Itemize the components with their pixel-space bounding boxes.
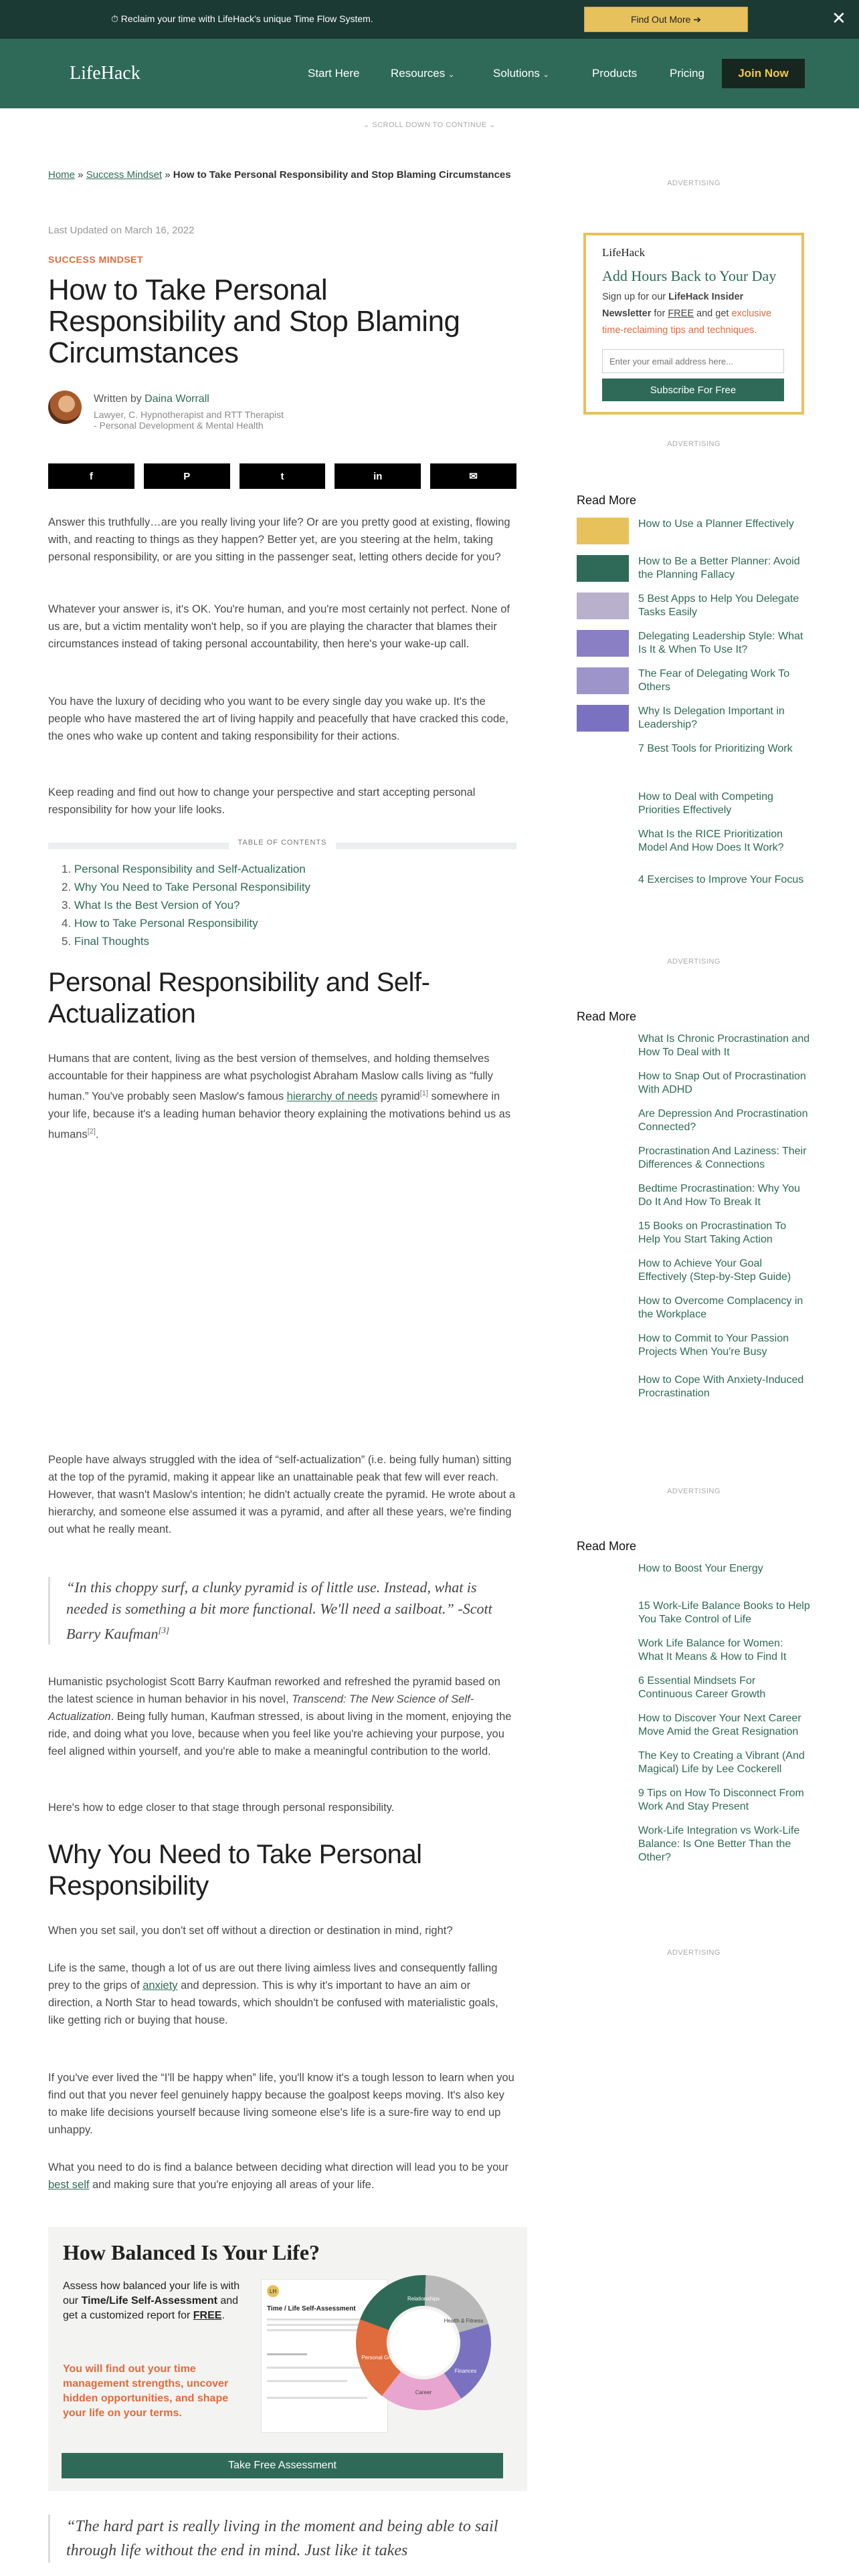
paragraph: Here's how to edge closer to that stage through personal responsibility. xyxy=(48,1802,395,1814)
avatar xyxy=(48,391,82,424)
email-field[interactable] xyxy=(602,349,784,373)
page-title: How to Take Personal Responsibility and Stop Blaming Circumstances xyxy=(48,274,460,369)
read-more-link: 15 Books on Procrastination To Help You Start Taking Action xyxy=(638,1220,787,1245)
text: and get a customized report for xyxy=(63,2295,239,2321)
share-bar xyxy=(48,463,516,489)
read-more-heading: Read More xyxy=(577,1010,637,1023)
linkedin-icon[interactable]: in xyxy=(335,463,421,489)
read-more-link: 6 Essential Mindsets For Continuous Career Growth xyxy=(638,1675,766,1700)
toc-item-label: What Is the Best Version of You? xyxy=(74,899,240,911)
preview-title: Time / Life Self-Assessment xyxy=(267,2305,356,2313)
read-more-link: What Is Chronic Procrastination and How To Deal with It xyxy=(638,1033,810,1058)
close-icon[interactable]: ✕ xyxy=(832,8,846,28)
toc-number: 3. xyxy=(62,899,74,911)
pull-quote xyxy=(48,1577,516,1644)
citation-1[interactable]: [1] xyxy=(419,1089,428,1097)
advertising-label: ADVERTISING xyxy=(667,1949,721,1957)
paragraph: When you set sail, you don't set off without a direction or destination in mind, right? xyxy=(48,1925,453,1937)
article-thumbnail xyxy=(577,630,629,657)
toc-item-label: Personal Responsibility and Self-Actualization xyxy=(74,863,306,875)
toc-item-label: How to Take Personal Responsibility xyxy=(74,917,258,930)
assessment-cta xyxy=(48,2227,527,2491)
text: . Being fully human, Kaufman stressed, is about living in the moment, enjoying the ride, and doing what you love, because when you feel like you're achieving your purpose, you feel aligned within yourself, and you're able to make a meaningful contribution to the world. xyxy=(48,1711,512,1757)
cta-heading: How Balanced Is Your Life? xyxy=(63,2240,320,2264)
paragraph: Whatever your answer is, it's OK. You're human, and you're most certainly not perfect. None of us are, but a victim mentality won't help, so if you are playing the character that blames their circumstances instead of taking personal accountability, then here's your wake-up call. xyxy=(48,603,510,650)
text: FREE xyxy=(668,308,694,319)
citation-2[interactable]: [2] xyxy=(87,1127,96,1136)
segment-label: Finances xyxy=(454,2368,477,2374)
citation-3[interactable]: [3] xyxy=(158,1625,170,1635)
text: and depression. This is why it's important to have an aim or direction, a North Star to head towards, which shouldn't be confused with materialistic goals, like getting rich or buying that house. xyxy=(48,1979,498,2026)
pull-quote: “The hard part is really living in the moment and being able to sail through life without the end in mind. Just like it takes xyxy=(48,2514,516,2563)
paragraph: You have the luxury of deciding who you want to be every single day you wake up. It's the people who have mastered the art of living happily and peacefully that have cracked this code, the ones who wake up content and taking responsibility for their actions. xyxy=(48,695,508,742)
read-more-link: How to Be a Better Planner: Avoid the Planning Fallacy xyxy=(638,556,800,580)
text: LifeHack Insider Newsletter xyxy=(602,292,744,319)
article xyxy=(48,167,516,2559)
find-out-more-button[interactable]: Find Out More ➔ xyxy=(584,7,748,32)
breadcrumb-separator: » xyxy=(75,169,86,181)
main-nav xyxy=(0,39,859,108)
read-more-link: What Is the RICE Prioritization Model And How Does It Work? xyxy=(638,829,784,853)
article-thumbnail xyxy=(577,705,629,732)
author-link[interactable]: Daina Worrall xyxy=(145,393,209,405)
toc-item[interactable] xyxy=(62,932,310,950)
toc-item[interactable] xyxy=(62,860,310,878)
toc-number: 4. xyxy=(62,917,74,930)
read-more-link: How to Discover Your Next Career Move Amid the Great Resignation xyxy=(638,1713,801,1737)
read-more-link: Work Life Balance for Women: What It Means & How to Find It xyxy=(638,1638,787,1662)
read-more-link: Are Depression And Procrastination Connected? xyxy=(638,1108,808,1133)
paragraph xyxy=(48,1959,516,2029)
text: You will find out xyxy=(63,2363,148,2375)
text: and get xyxy=(694,308,732,319)
hierarchy-of-needs-link[interactable]: hierarchy of needs xyxy=(286,1090,378,1103)
anxiety-link[interactable]: anxiety xyxy=(142,1979,178,1992)
nav-start-here[interactable]: Start Here xyxy=(308,67,360,80)
toc-item-label: Why You Need to Take Personal Responsibility xyxy=(74,881,311,893)
last-updated: Last Updated on March 16, 2022 xyxy=(48,225,195,236)
text: FREE xyxy=(193,2310,222,2321)
read-more-link: How to Cope With Anxiety-Induced Procrastination xyxy=(638,1374,804,1399)
breadcrumb-home[interactable]: Home xyxy=(48,169,76,181)
text: , uncover hidden opportunities, and shape your life on your terms. xyxy=(63,2378,229,2419)
article-thumbnail xyxy=(577,555,629,582)
twitter-icon[interactable]: t xyxy=(240,463,326,489)
paragraph: People have always struggled with the idea of “self-actualization” (i.e. being fully human) sitting at the top of the pyramid, making it appear like an unattainable peak that few will ever reach. However, that wasn't Maslow's intention; he didn't actually create the pyramid. He wrote about a hierarchy, and someone else assumed it was a pyramid, and after all these years, we're finding out what he really meant. xyxy=(48,1454,516,1535)
toc-item[interactable] xyxy=(62,878,310,896)
pinterest-icon[interactable]: P xyxy=(144,463,230,489)
nav-solutions-label: Solutions xyxy=(493,67,540,80)
read-more-link: Delegating Leadership Style: What Is It & When To Use It? xyxy=(638,631,803,655)
read-more-link: How to Achieve Your Goal Effectively (Step-by-Step Guide) xyxy=(638,1258,791,1283)
read-more-link: The Key to Creating a Vibrant (And Magical) Life by Lee Cockerell xyxy=(638,1750,805,1775)
text: somewhere in your life, because it's a leading human behavior theory explaining the motivations behind us as humans xyxy=(48,1090,511,1140)
scroll-note: ⌄ SCROLL DOWN TO CONTINUE ⌄ xyxy=(363,121,496,129)
read-more-link: How to Boost Your Energy xyxy=(638,1563,763,1574)
breadcrumb-current: How to Take Personal Responsibility and Stop Blaming Circumstances xyxy=(173,169,511,181)
read-more-link: How to Snap Out of Procrastination With ADHD xyxy=(638,1071,806,1095)
toc-number: 1. xyxy=(62,863,74,875)
text: . xyxy=(221,2310,225,2321)
text-line xyxy=(267,2353,307,2355)
nav-products[interactable]: Products xyxy=(592,67,638,80)
nav-resources[interactable] xyxy=(391,67,454,80)
chevron-down-icon: ⌄ xyxy=(543,71,549,79)
nav-pricing[interactable]: Pricing xyxy=(670,67,704,80)
text: What you need to do is find a balance between deciding what direction will lead you to be your xyxy=(48,2161,508,2173)
author-prefix: Written by xyxy=(94,393,145,405)
paragraph xyxy=(48,2159,516,2193)
book-title: Transcend: The New Science of Self-Actualization xyxy=(48,1693,474,1723)
text: Time/Life Self-Assessment xyxy=(81,2295,217,2306)
read-more-heading: Read More xyxy=(577,1539,637,1553)
advertising-label: ADVERTISING xyxy=(667,440,721,448)
article-thumbnail xyxy=(577,518,629,544)
newsletter-box xyxy=(583,233,804,415)
toc-title: TABLE OF CONTENTS xyxy=(237,839,327,847)
segment-label: Career xyxy=(415,2389,432,2395)
text: Humanistic psychologist Scott Barry Kaufman reworked and refreshed the pyramid based on the latest science in human behavior in his novel, xyxy=(48,1676,500,1705)
text: and making sure that you're enjoying all areas of your life. xyxy=(89,2179,375,2191)
cta-description xyxy=(63,2279,245,2323)
text: for xyxy=(651,308,668,319)
facebook-icon[interactable]: f xyxy=(48,463,134,489)
life-balance-wheel xyxy=(353,2272,494,2413)
breadcrumb-section[interactable]: Success Mindset xyxy=(86,169,163,181)
paragraph: Answer this truthfully…are you really living your life? Or are you pretty good at existing, flowing with, and reacting to things as they happen? Better yet, are you steering at the helm, taking personal responsibility, or are you sitting in the passenger seat, letting others decide for you? xyxy=(48,516,510,563)
quote-text: “In this choppy surf, a clunky pyramid is of little use. Instead, what is needed is something a bit more functional. We'll need a sailboat.” -Scott Barry Kaufman xyxy=(66,1579,492,1642)
read-more-link: 15 Work-Life Balance Books to Help You Take Control of Life xyxy=(638,1600,810,1625)
section-heading: Personal Responsibility and Self-Actualization xyxy=(48,968,430,1029)
text: . xyxy=(95,1128,99,1140)
cta-benefits xyxy=(63,2362,245,2421)
chevron-down-icon: ⌄ xyxy=(448,71,455,79)
nav-solutions[interactable] xyxy=(493,67,549,80)
toc-number: 5. xyxy=(62,935,74,948)
subscribe-button[interactable]: Subscribe For Free xyxy=(602,379,784,401)
advertising-label: ADVERTISING xyxy=(667,179,721,187)
paragraph xyxy=(48,1050,516,1143)
article-thumbnail xyxy=(577,593,629,619)
paragraph: Keep reading and find out how to change your perspective and start accepting personal responsibility for how your life looks. xyxy=(48,786,476,816)
segment-label: Relationships xyxy=(407,2296,440,2302)
text-line xyxy=(267,2380,347,2382)
advertising-label: ADVERTISING xyxy=(667,958,721,966)
article-thumbnail xyxy=(577,667,629,694)
breadcrumb-separator: » xyxy=(162,169,173,181)
breadcrumb xyxy=(48,167,516,183)
read-more-link: Bedtime Procrastination: Why You Do It And How To Break It xyxy=(638,1183,800,1208)
read-more-link: 5 Best Apps to Help You Delegate Tasks Easily xyxy=(638,593,799,618)
take-free-assessment-button[interactable]: Take Free Assessment xyxy=(62,2453,503,2478)
text: pyramid xyxy=(377,1090,420,1103)
section-heading: Why You Need to Take Personal Responsibility xyxy=(48,1840,422,1901)
text: exclusive time-reclaiming tips and techniques. xyxy=(602,308,772,336)
text-line xyxy=(267,2397,367,2399)
read-more-heading: Read More xyxy=(577,494,637,507)
paragraph xyxy=(48,1673,516,1760)
segment-label: Health & Fitness xyxy=(444,2318,484,2324)
toc-item[interactable] xyxy=(62,914,310,932)
author-byline xyxy=(94,393,209,405)
text-line xyxy=(267,2324,367,2326)
category-link[interactable]: SUCCESS MINDSET xyxy=(48,254,144,265)
paragraph: If you've ever lived the “I'll be happy when” life, you'll know it's a tough lesson to learn when you find out that you never feel genuinely happy because the goalpost keeps moving. It's also key to make life decisions yourself because living someone else's life is a sure-fire way to end up unhappy. xyxy=(48,2072,514,2136)
best-self-link[interactable]: best self xyxy=(48,2179,90,2191)
text: Assess how balanced your life is with our xyxy=(63,2280,240,2306)
newsletter-text xyxy=(602,289,792,339)
join-now-button[interactable]: Join Now xyxy=(722,59,805,88)
logo-badge: LH xyxy=(267,2285,279,2297)
read-more-link: The Fear of Delegating Work To Others xyxy=(638,668,790,693)
toc-number: 2. xyxy=(62,881,74,893)
read-more-link: 4 Exercises to Improve Your Focus xyxy=(638,874,804,885)
read-more-link: Work-Life Integration vs Work-Life Balance: Is One Better Than the Other? xyxy=(638,1825,800,1863)
promo-bar xyxy=(0,0,859,39)
newsletter-heading: Add Hours Back to Your Day xyxy=(602,267,777,284)
toc-item-label: Final Thoughts xyxy=(74,935,150,948)
read-more-link: How to Use a Planner Effectively xyxy=(638,518,794,530)
text: Sign up for our xyxy=(602,292,669,302)
nav-resources-label: Resources xyxy=(391,67,446,80)
read-more-link: 7 Best Tools for Prioritizing Work xyxy=(638,743,793,754)
toc-item[interactable] xyxy=(62,896,310,914)
advertising-label: ADVERTISING xyxy=(667,1487,721,1495)
text: Life is the same, though a lot of us are out there living aimless lives and consequently falling prey to the grips of xyxy=(48,1962,498,1992)
read-more-link: How to Overcome Complacency in the Workplace xyxy=(638,1295,803,1320)
email-icon[interactable]: ✉ xyxy=(430,463,516,489)
promo-text: ⏱ Reclaim your time with LifeHack's unique Time Flow System. xyxy=(111,13,373,24)
text: Humans that are content, living as the best version of themselves, and holding themselves accountable for their happiness are what psychologist Abraham Maslow calls living as “fully human.” You've probably seen Maslow's famous xyxy=(48,1053,493,1103)
read-more-link: Procrastination And Laziness: Their Differences & Connections xyxy=(638,1146,807,1170)
read-more-link: How to Commit to Your Passion Projects When You're Busy xyxy=(638,1333,789,1358)
site-logo[interactable]: LifeHack xyxy=(70,63,140,84)
segment-label: Personal Growth xyxy=(361,2355,401,2361)
author-bio: Lawyer, C. Hypnotherapist and RTT Therapist - Personal Development & Mental Health xyxy=(94,409,284,431)
newsletter-logo: LifeHack xyxy=(602,246,646,259)
read-more-link: How to Deal with Competing Priorities Effectively xyxy=(638,791,773,816)
table-of-contents xyxy=(62,860,310,950)
read-more-link: Why Is Delegation Important in Leadership? xyxy=(638,706,785,730)
read-more-link: 9 Tips on How To Disconnect From Work And Stay Present xyxy=(638,1788,804,1812)
highlight: your time management strengths xyxy=(63,2363,196,2389)
